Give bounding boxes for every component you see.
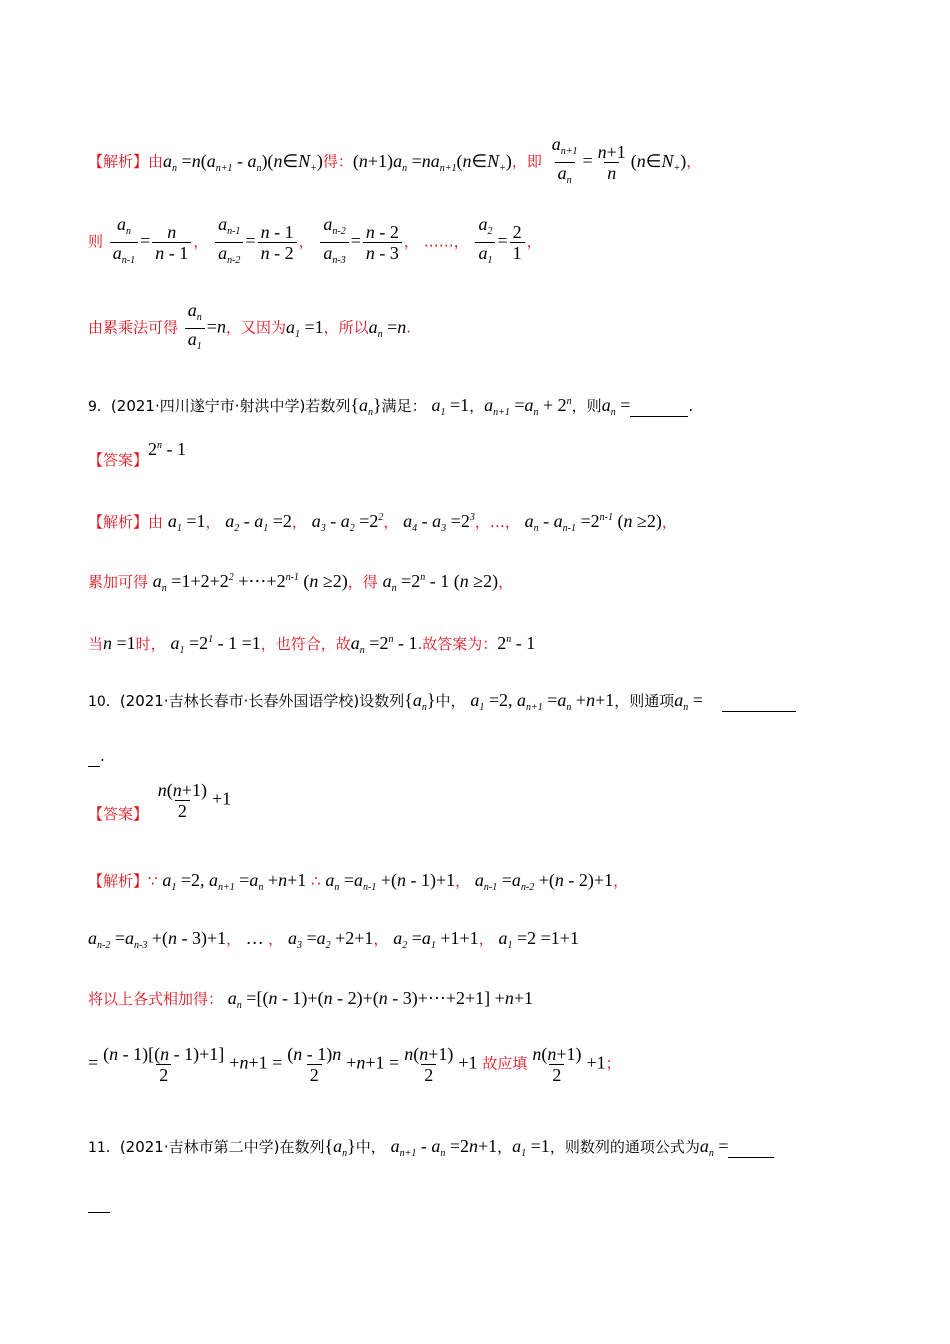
- text-shi: 时，: [135, 635, 166, 653]
- fraction-n-1-over-n-2: $\frac{n - 1}{n - 2}$: [258, 222, 297, 263]
- question-9-text1: 若数列: [305, 397, 351, 415]
- answer-blank-9[interactable]: [630, 396, 688, 417]
- text-youyinwei: ，又因为: [225, 318, 286, 337]
- question-10-text3: ，则通项: [614, 692, 675, 710]
- question-10: 10．(2021·吉林长春市·长春外国语学校)设数列$\{a_n\}$中， $a_1 =2$, $a_{n+1} =a_n +n+1$，则通项$a_n$ =: [88, 690, 862, 718]
- question-11-text1: 在数列: [279, 1138, 325, 1156]
- answer-10: 【答案】 $\frac{n(n+1)}{2}$ +1: [88, 780, 232, 823]
- answer-blank-10-wrap: [88, 746, 100, 767]
- question-9: 9．(2021·四川遂宁市·射洪中学)若数列$\{a_n\}$满足： $a_1 =1$，$a_{n+1} =a_n + 2^n$，则$a_n$ = .: [88, 395, 694, 418]
- fraction-an-over-an-1: $\frac{a_n}{a_{n-1}}$: [110, 214, 138, 271]
- a9-solution-line1: 【解析】由 $a_1 =1$， $a_2 - a_1 =2$， $a_3 - a_2 =2^2$， $a_4 - a_3 =2^3$，…， $a_n - a_{n-1} =2^{n-1}$ (n ≥2)，: [88, 511, 677, 534]
- therefore-symbol: ∴: [311, 872, 321, 890]
- analysis-label: 【解析】: [88, 152, 149, 171]
- a9-solution-line3: 当n =1时， $a_1 =2^1 - 1 =1$，也符合，故$a_n =2^n - 1$.故答案为：2$^n$ - 1: [88, 633, 536, 656]
- text-de: ，得: [347, 573, 378, 591]
- analysis-label: 【解析】: [88, 872, 149, 890]
- fraction-sum-1: $\frac{(n - 1)[(n - 1)+1]}{2}$: [103, 1044, 225, 1085]
- fraction-a2-over-a1: $\frac{a_2}{a_1}$: [475, 214, 495, 271]
- fraction-an-over-a1: $\frac{a_n}{a_1}$: [185, 300, 205, 357]
- a9-solution-line2: 累加可得 $a_n =1+2+2^2$ $+\cdots+2^{n-1}$ (n ≥2)，得 $a_n =2^n - 1$ (n ≥2)，: [88, 571, 514, 594]
- formula-step1: $(n+1)a_n$ $=na_{n+1}(n\in N_+)$: [352, 150, 512, 174]
- fraction-an-2-over-an-3: $\frac{a_{n-2}}{a_{n-3}}$: [320, 214, 348, 271]
- question-10-text2: 中，: [435, 692, 466, 710]
- question-11-text2: 中，: [355, 1138, 386, 1156]
- question-9-source: (2021·四川遂宁市·射洪中学): [110, 397, 306, 415]
- question-10-text1: 设数列: [359, 692, 405, 710]
- question-11-number: 11．: [88, 1140, 120, 1156]
- answer-label: 【答案】: [88, 451, 149, 469]
- fraction-ratio: $\frac{a_{n+1}}{a_n}$: [549, 134, 581, 191]
- text-jiang: 将以上各式相加得：: [88, 990, 224, 1008]
- fraction-final: $\frac{n(n+1)}{2}$: [532, 1044, 582, 1085]
- fraction-sum-3: $\frac{n(n+1)}{2}$: [404, 1044, 454, 1085]
- text-dang: 当: [88, 635, 104, 653]
- text-leicheng: 由累乘法可得: [88, 318, 179, 337]
- analysis-label: 【解析】: [88, 513, 149, 531]
- a10-solution-line2: $a_{n-2} =a_{n-3} +(n - 3)+1$， … ， $a_3 =a_2 +2+1$， $a_2 =a_1 +1+1$， $a_1 =2 =1+1$: [88, 928, 579, 951]
- fraction-n-over-n-1: $\frac{n}{n - 1}$: [152, 222, 191, 263]
- answer-label: 【答案】: [88, 804, 149, 823]
- text-gudaan: .故答案为：: [417, 635, 498, 653]
- q8-solution-line3: 由累乘法可得 $\frac{a_n}{a_1}$ =n，又因为$a_1 =1$，所以$a_n =n$.: [88, 300, 862, 357]
- question-11-source: (2021·吉林市第二中学): [119, 1138, 280, 1156]
- a10-solution-line1: 【解析】∵ $a_1 =2$, $a_{n+1} =a_n +n+1$ ∴ $a_n =a_{n-1} +(n - 1)+1$， $a_{n-1} =a_{n-2} +(n - 2)+1$，: [88, 870, 629, 893]
- answer-9: [88, 439, 862, 470]
- question-10-wrap: [88, 746, 862, 767]
- question-11: 11．(2021·吉林市第二中学)在数列$\{a_n\}$中， $a_{n+1} - a_n =2n+1$，$a_1 =1$，则数列的通项公式为$a_n$ =: [88, 1136, 862, 1164]
- answer-10-fraction: $\frac{n(n+1)}{2}$: [157, 780, 207, 821]
- fraction-n-plus-1-over-n: $\frac{n+1}{n}$: [597, 142, 626, 183]
- fraction-2-over-1: $\frac{2}{1}$: [510, 222, 525, 263]
- because-symbol: ∵: [148, 872, 158, 890]
- text-ze: 则: [88, 232, 104, 251]
- question-9-tail: .: [688, 397, 694, 415]
- fraction-n-2-over-n-3: $\frac{n - 2}{n - 3}$: [363, 222, 402, 263]
- text-you: 由: [148, 152, 164, 171]
- q8-solution-line2: 则 $\frac{a_n}{a_{n-1}}$ = $\frac{n}{n - 1}$ ， $\frac{a_{n-1}}{a_{n-2}}$ = $\frac{n - 1}{n - 2}$ ， $\frac{a_{n-2}}{a_{n-3}}$ = $\frac{n - 2}{n - 3}$ ， ……， $\frac{a_2}{a_1}$ = $\frac{2}{1}$ ，: [88, 214, 862, 271]
- question-10-source: (2021·吉林长春市·长春外国语学校): [119, 692, 360, 710]
- q8-solution-line1: 【解析】由$a_n =n(a_{n+1}$ - $a_n)(n\in N_+)$得：$(n+1)a_n$ $=na_{n+1}(n\in N_+)$，即 $\frac{a_{n+1}}{a_n}$ = $\frac{n+1}{n}$ $(n\in N_+)$，: [88, 134, 862, 191]
- text-you: 由: [148, 513, 164, 531]
- question-9-number: 9．: [88, 399, 111, 415]
- question-10-tail: .: [100, 747, 105, 765]
- text-suoyi: ，所以: [323, 318, 369, 337]
- text-yefuhe: ，也符合，故: [260, 635, 351, 653]
- answer-blank-11[interactable]: [728, 1137, 774, 1158]
- a10-solution-line3: 将以上各式相加得： $a_n =[(n - 1)+(n - 2)+(n$ - 3)+⋯+2+1] +n+1: [88, 988, 533, 1011]
- answer-blank-10[interactable]: [722, 691, 796, 712]
- fraction-an-1-over-an-2: $\frac{a_{n-1}}{a_{n-2}}$: [215, 214, 243, 271]
- ellipsis: ……: [423, 232, 454, 251]
- text-ji: ，即: [511, 152, 542, 171]
- formula-recurrence: $a_n =n(a_{n+1}$ - $a_n)(n\in N_+)$: [163, 150, 323, 174]
- question-11-wrap: [88, 1192, 862, 1213]
- text-de: 得：: [322, 152, 353, 171]
- question-9-text3: ，则: [571, 397, 602, 415]
- question-9-text2: 满足：: [381, 397, 427, 415]
- text-guyingtian: 故应填: [482, 1054, 528, 1073]
- a10-solution-line4: = $\frac{(n - 1)[(n - 1)+1]}{2}$ +n+1 = $\frac{(n - 1)n}{2}$ +n+1 = $\frac{n(n+1)}{2}$ +1 故应填 $\frac{n(n+1)}{2}$ +1；: [88, 1044, 621, 1085]
- fraction-sum-2: $\frac{(n - 1)n}{2}$: [287, 1044, 342, 1085]
- question-11-text3: ，则数列的通项公式为: [549, 1138, 700, 1156]
- question-10-number: 10．: [88, 694, 120, 710]
- answer-9-formula: 2$^n$ - 1: [148, 439, 187, 459]
- text-leijia: 累加可得: [88, 573, 149, 591]
- answer-blank-11-wrap: [88, 1192, 110, 1213]
